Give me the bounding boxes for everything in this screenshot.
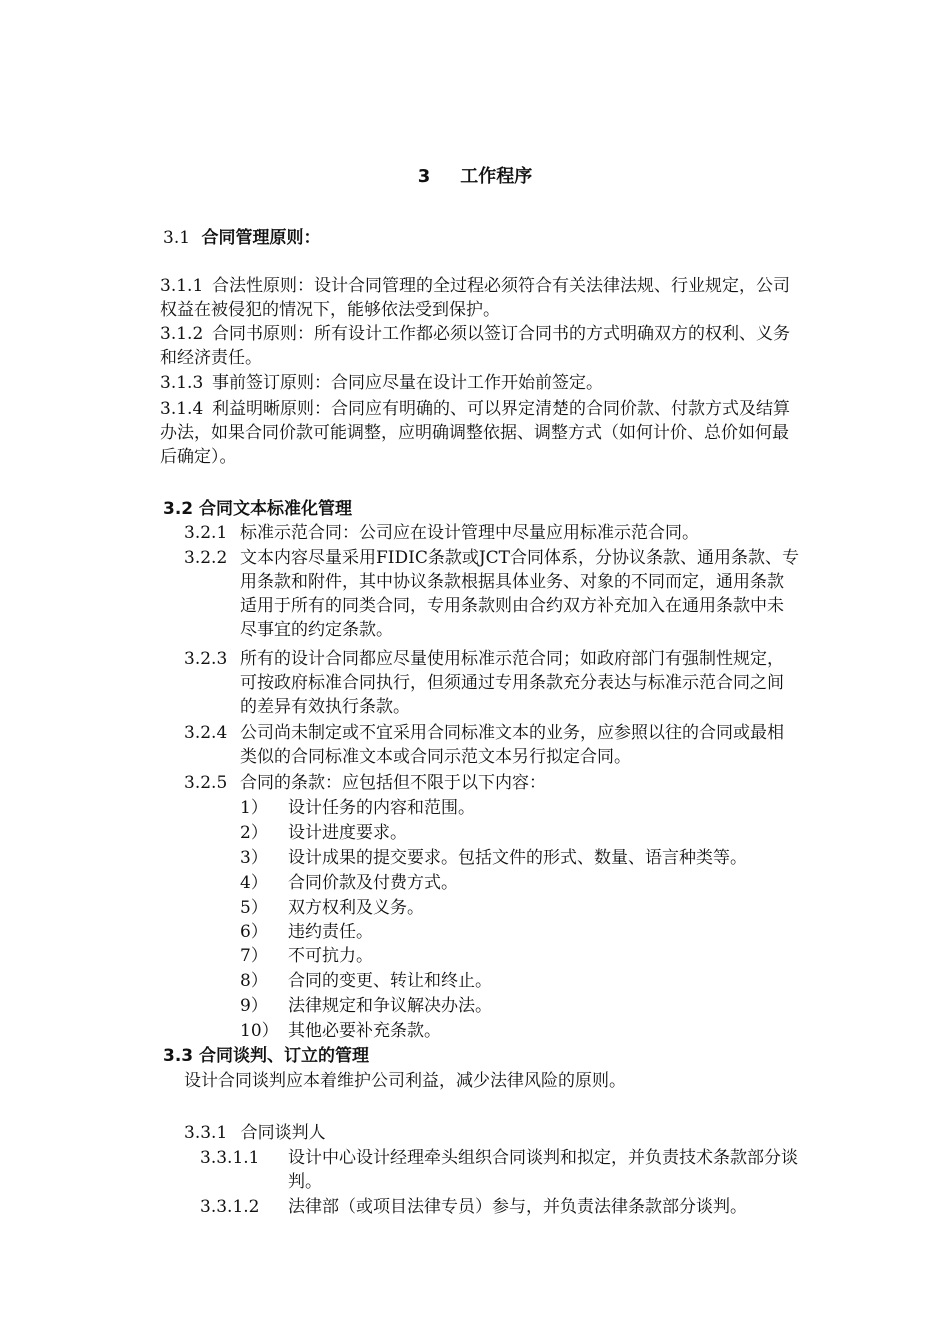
clause-3-2-5 [184, 771, 800, 795]
list-item [240, 969, 492, 993]
list-item-number: 7） [240, 946, 268, 966]
subsection-3-3-1 [184, 1121, 326, 1145]
list-item-text: 设计成果的提交要求。包括文件的形式、数量、语言种类等。 [288, 848, 747, 868]
list-item-number: 10） [240, 1021, 279, 1041]
clause-3-1-4 [160, 397, 800, 469]
list-item [240, 821, 407, 845]
heading-3-3: 3.3 合同谈判、订立的管理 [163, 1046, 370, 1066]
list-item-number: 4） [240, 873, 268, 893]
list-item [240, 896, 424, 920]
list-item [240, 846, 747, 870]
section-number: 3 [417, 166, 431, 187]
clause-text: 合同书原则：所有设计工作都必须以签订合同书的方式明确双方的权利、义务和经济责任。 [160, 324, 790, 368]
list-item-text: 双方权利及义务。 [288, 898, 424, 918]
clause-number: 3.1.4 [160, 399, 204, 419]
list-item-text: 设计任务的内容和范围。 [288, 798, 475, 818]
clause-text: 文本内容尽量采用FIDIC条款或JCT合同体系，分协议条款、通用条款、专用条款和附件，其中协议条款根据具体业务、对象的不同而定，通用条款适用于所有的同类合同，专用条款则由合约双方补充加入在通用条款中未尽事宜的约定条款。 [240, 548, 800, 640]
list-item-number: 1） [240, 798, 268, 818]
clause-3-2-3 [184, 647, 800, 719]
heading-3-1 [163, 226, 320, 250]
list-item [240, 871, 458, 895]
list-item-number: 3） [240, 848, 268, 868]
section-title-text: 工作程序 [460, 166, 533, 187]
list-item-text: 法律规定和争议解决办法。 [288, 996, 492, 1016]
clause-text: 标准示范合同：公司应在设计管理中尽量应用标准示范合同。 [240, 523, 699, 543]
heading-3-1-number: 3.1 [163, 228, 191, 248]
list-item-text: 设计进度要求。 [288, 823, 407, 843]
section-intro: 设计合同谈判应本着维护公司利益，减少法律风险的原则。 [184, 1071, 626, 1091]
clause-number: 3.2.3 [184, 649, 228, 669]
subsection-number: 3.3.1 [184, 1123, 228, 1143]
list-item [240, 796, 475, 820]
list-item-number: 9） [240, 996, 268, 1016]
heading-3-1-text: 合同管理原则： [201, 228, 321, 248]
clause-text: 合法性原则：设计合同管理的全过程必须符合有关法律法规、行业规定，公司权益在被侵犯的情况下，能够依法受到保护。 [160, 276, 790, 320]
clause-text: 利益明晰原则：合同应有明确的、可以界定清楚的合同价款、付款方式及结算办法，如果合同价款可能调整，应明确调整依据、调整方式（如何计价、总价如何最后确定）。 [160, 399, 790, 467]
clause-3-1-1 [160, 274, 800, 322]
clause-3-2-2 [184, 546, 800, 642]
clause-text: 法律部（或项目法律专员）参与，并负责法律条款部分谈判。 [288, 1197, 747, 1217]
clause-number: 3.3.1.1 [200, 1148, 260, 1168]
list-item-number: 8） [240, 971, 268, 991]
list-item-text: 其他必要补充条款。 [288, 1021, 441, 1041]
clause-number: 3.2.4 [184, 723, 228, 743]
clause-number: 3.2.2 [184, 548, 228, 568]
clause-3-2-4 [184, 721, 800, 769]
clause-3-1-2 [160, 322, 800, 370]
list-item-text: 违约责任。 [288, 922, 373, 942]
clause-number: 3.1.3 [160, 373, 204, 393]
list-item-text: 合同的变更、转让和终止。 [288, 971, 492, 991]
clause-number: 3.1.2 [160, 324, 204, 344]
heading-3-2: 3.2 合同文本标准化管理 [163, 499, 353, 519]
clause-3-3-1-1 [200, 1146, 800, 1194]
list-item-text: 合同价款及付费方式。 [288, 873, 458, 893]
list-item [240, 994, 492, 1018]
section-title [0, 162, 950, 188]
list-item-number: 2） [240, 823, 268, 843]
clause-number: 3.2.1 [184, 523, 228, 543]
clause-number: 3.3.1.2 [200, 1197, 260, 1217]
list-item-text: 不可抗力。 [288, 946, 373, 966]
clause-number: 3.1.1 [160, 276, 204, 296]
list-item [240, 1019, 441, 1043]
subsection-title: 合同谈判人 [240, 1123, 326, 1143]
clause-3-1-3 [160, 371, 800, 395]
clause-text: 所有的设计合同都应尽量使用标准示范合同；如政府部门有强制性规定，可按政府标准合同执行，但须通过专用条款充分表达与标准示范合同之间的差异有效执行条款。 [240, 649, 784, 717]
list-item [240, 944, 373, 968]
clause-3-2-1 [184, 521, 800, 545]
list-item-number: 5） [240, 898, 268, 918]
list-item [240, 920, 373, 944]
clause-text: 合同的条款：应包括但不限于以下内容： [240, 773, 546, 793]
clause-number: 3.2.5 [184, 773, 228, 793]
clause-text: 事前签订原则：合同应尽量在设计工作开始前签定。 [212, 373, 603, 393]
clause-3-3-1-2 [200, 1195, 800, 1219]
list-item-number: 6） [240, 922, 268, 942]
clause-text: 公司尚未制定或不宜采用合同标准文本的业务，应参照以往的合同或最相类似的合同标准文本或合同示范文本另行拟定合同。 [240, 723, 784, 767]
clause-text: 设计中心设计经理牵头组织合同谈判和拟定，并负责技术条款部分谈判。 [288, 1148, 798, 1192]
